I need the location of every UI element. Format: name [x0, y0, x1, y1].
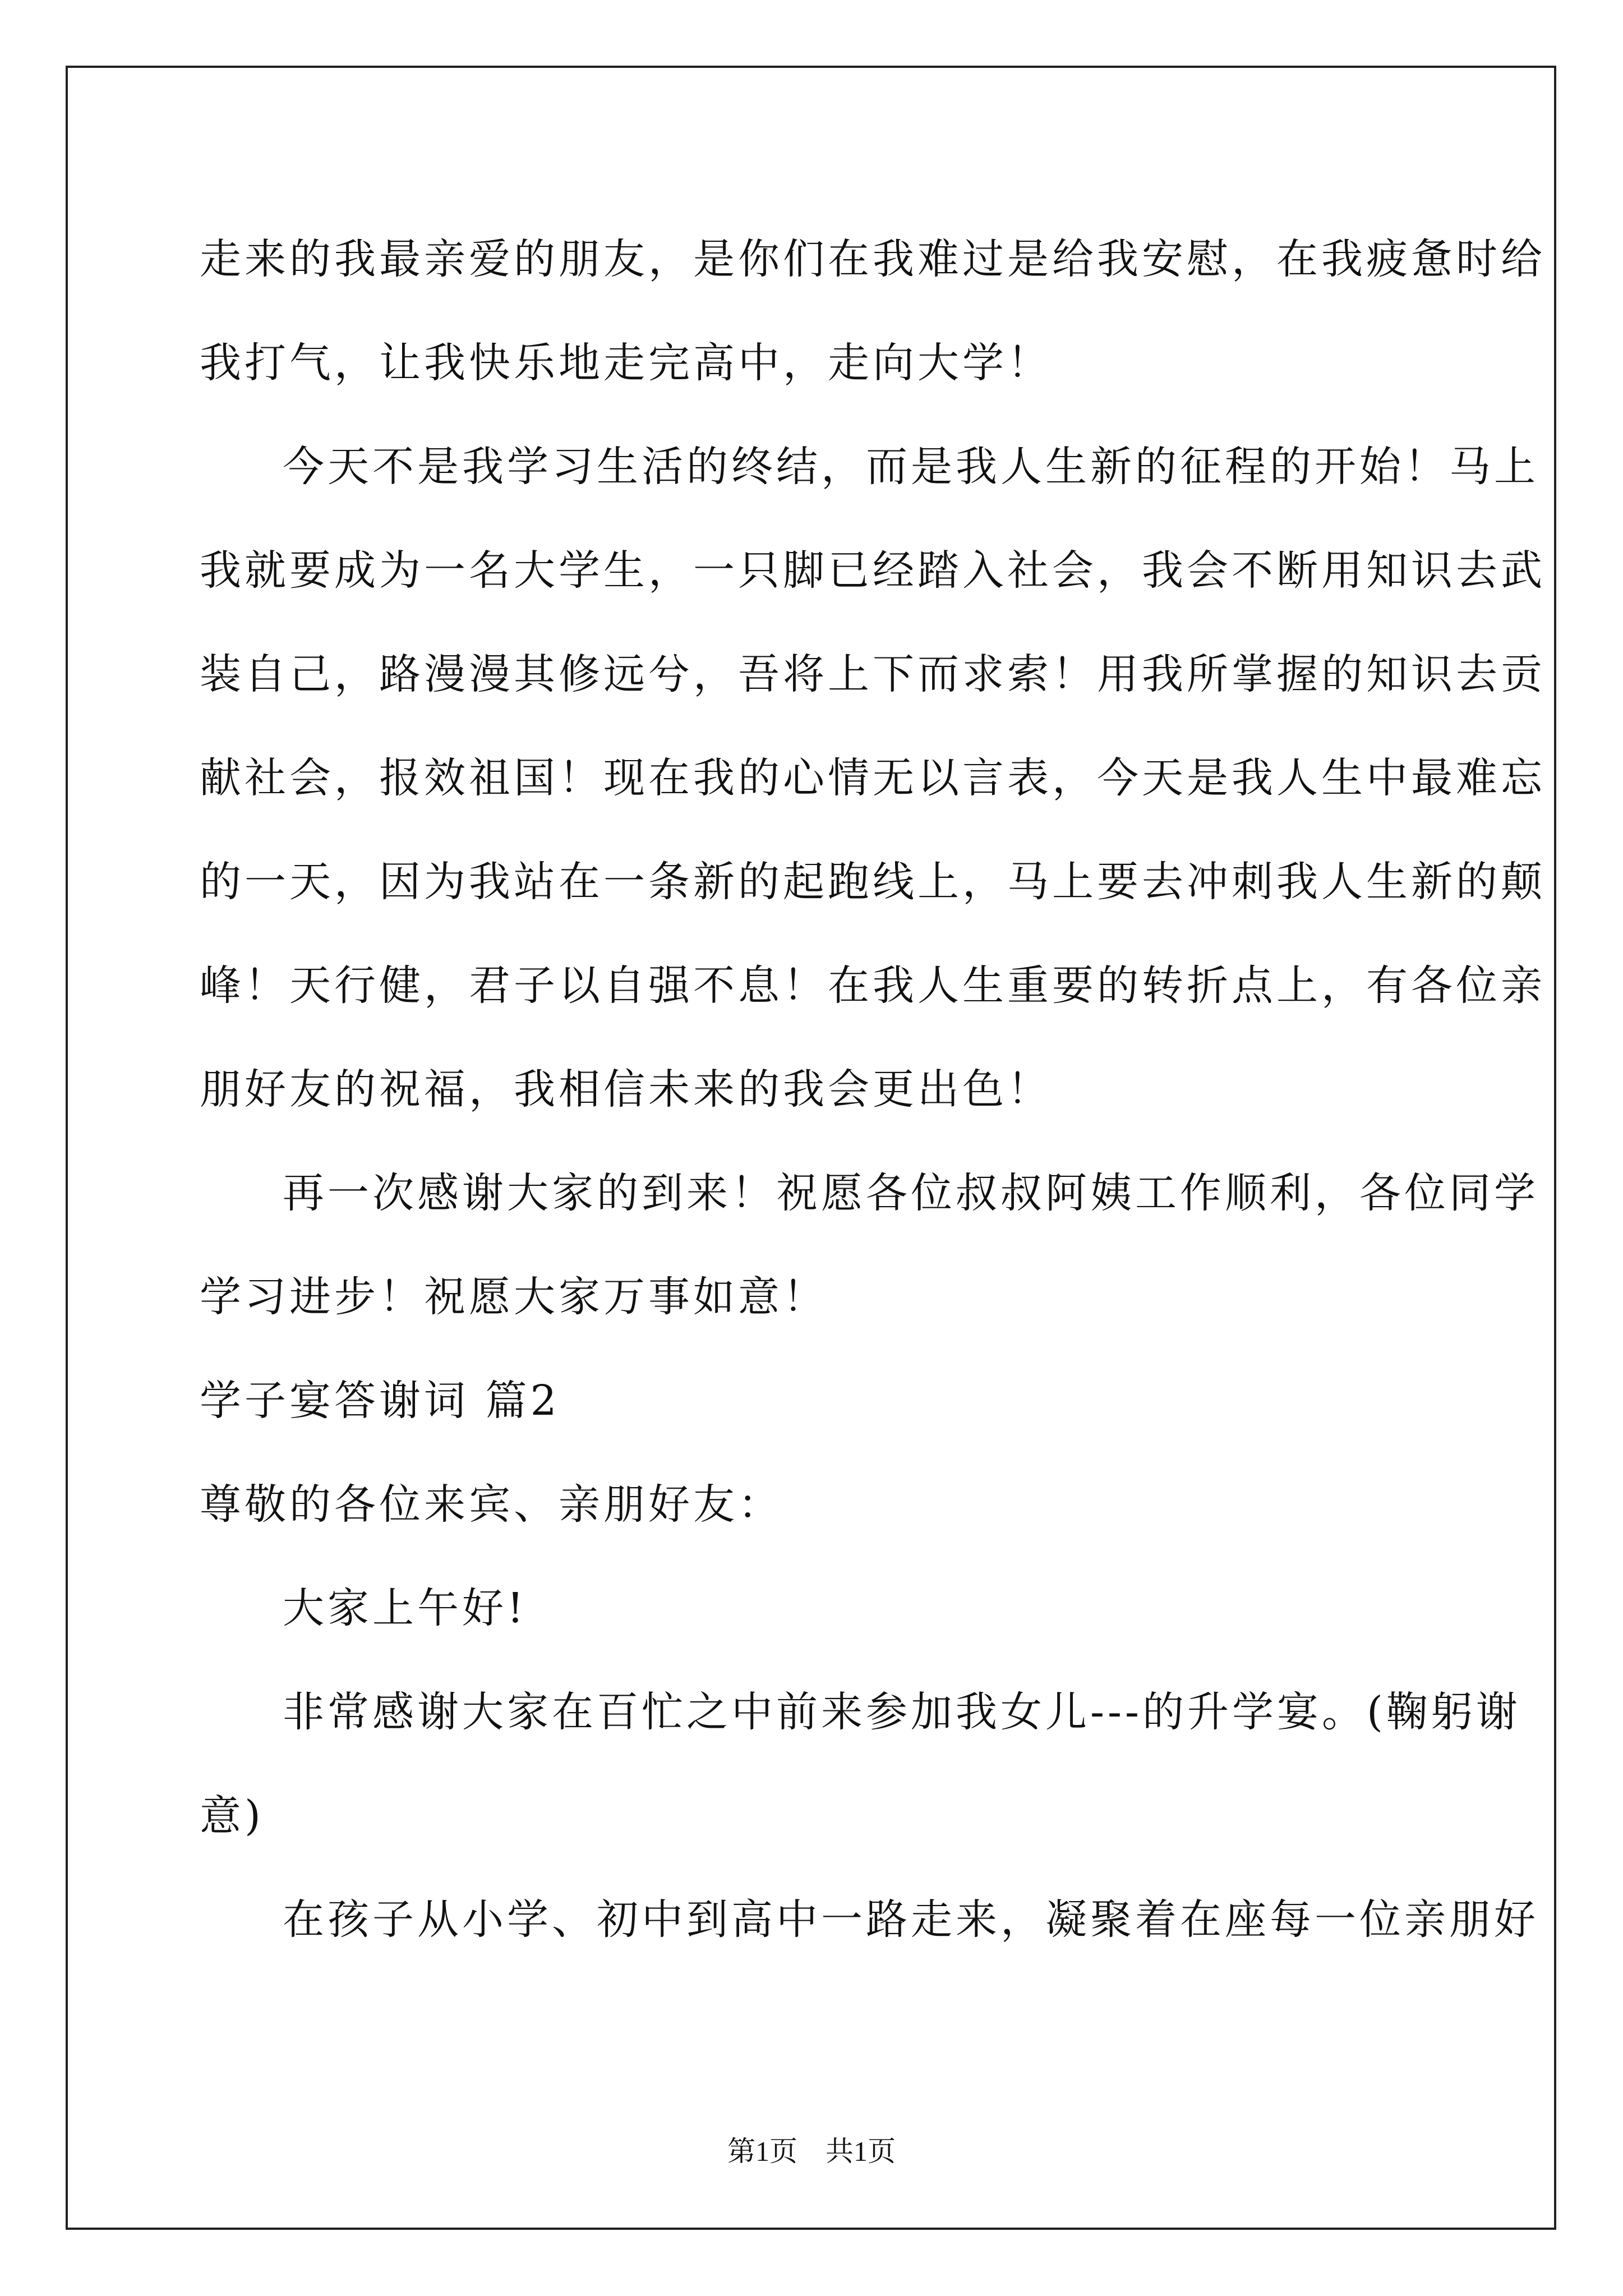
paragraph-start-line: 非常感谢大家在百忙之中前来参加我女儿---的升学宴。(鞠躬谢 [283, 1688, 1521, 1736]
paragraph-start-line: 在孩子从小学、初中到高中一路走来，凝聚着在座每一位亲朋好 [283, 1895, 1539, 1944]
body-line: 峰！天行健，君子以自强不息！在我人生重要的转折点上，有各位亲 [200, 961, 1546, 1010]
body-line: 走来的我最亲爱的朋友，是你们在我难过是给我安慰，在我疲惫时给 [200, 235, 1546, 283]
body-line: 朋好友的祝福，我相信未来的我会更出色！ [200, 1065, 1052, 1114]
body-line: 献社会，报效祖国！现在我的心情无以言表，今天是我人生中最难忘 [200, 754, 1546, 802]
body-line: 学习进步！祝愿大家万事如意！ [200, 1273, 828, 1321]
document-body [200, 208, 1546, 1972]
greeting-line: 大家上午好! [283, 1584, 527, 1632]
page-number: 第1页 [727, 2136, 797, 2167]
section-heading: 学子宴答谢词 篇2 [200, 1377, 560, 1425]
body-line: 意) [200, 1792, 264, 1840]
page-footer [0, 2129, 1623, 2169]
body-line: 装自己，路漫漫其修远兮，吾将上下而求索！用我所掌握的知识去贡 [200, 650, 1546, 698]
paragraph-start-line: 再一次感谢大家的到来！祝愿各位叔叔阿姨工作顺利，各位同学 [283, 1169, 1539, 1217]
body-line: 我就要成为一名大学生，一只脚已经踏入社会，我会不断用知识去武 [200, 546, 1546, 595]
body-line: 我打气，让我快乐地走完高中，走向大学！ [200, 339, 1052, 387]
salutation-line: 尊敬的各位来宾、亲朋好友： [200, 1480, 783, 1529]
body-line: 的一天，因为我站在一条新的起跑线上，马上要去冲刺我人生新的颠 [200, 858, 1546, 906]
page-total: 共1页 [826, 2136, 896, 2167]
paragraph-start-line: 今天不是我学习生活的终结，而是我人生新的征程的开始！马上 [283, 443, 1539, 491]
